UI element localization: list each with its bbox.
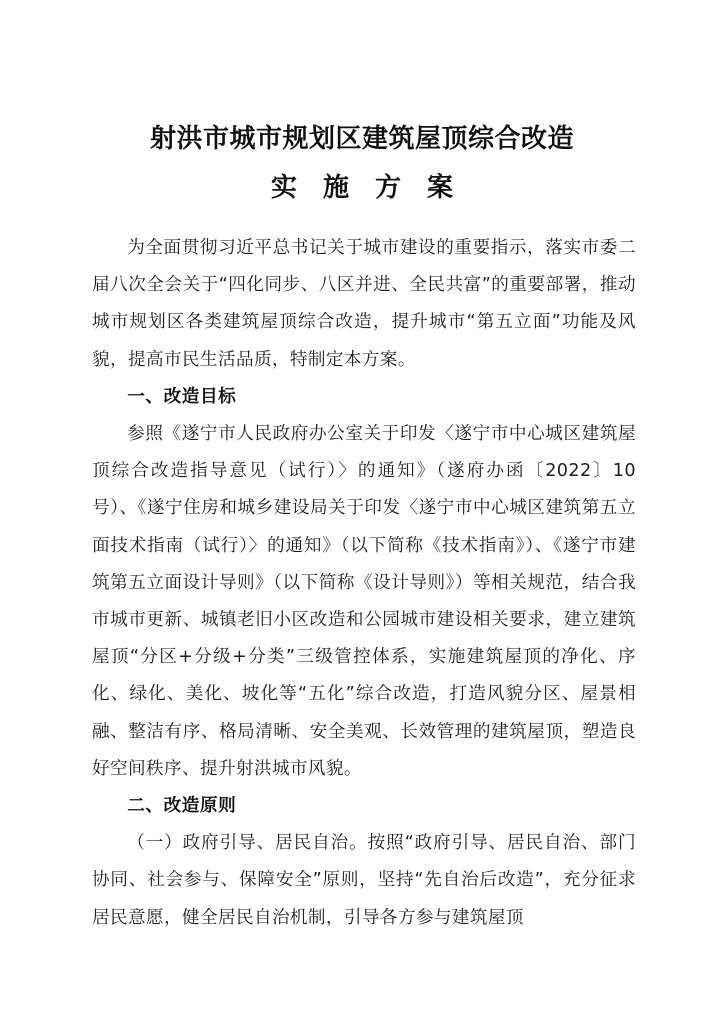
intro-paragraph: 为全面贯彻习近平总书记关于城市建设的重要指示，落实市委二届八次全会关于“四化同步、八区并进、全民共富”的重要部署，推动城市规划区各类建筑屋顶综合改造，提升城市“第五立面”功能及风貌，提高市民生活品质，特制定本方案。	[92, 238, 636, 370]
section-1-heading: 一、改造目标	[127, 386, 237, 407]
section-1-paragraph: 参照《遂宁市人民政府办公室关于印发〈遂宁市中心城区建筑屋顶综合改造指导意见（试行）〉的通知》（遂府办函〔2022〕10号）、《遂宁住房和城乡建设局关于印发〈遂宁市中心城区建筑第五立面技术指南（试行）〉的通知》（以下简称《技术指南》）、《遂宁市建筑第五立面设计导则》（以下简称《设计导则》）等相关规范，结合我市城市更新、城镇老旧小区改造和公园城市建设相关要求，建立建筑屋顶“分区+分级+分类”三级管控体系，实施建筑屋顶的净化、序化、绿化、美化、坡化等“五化”综合改造，打造风貌分区、屋景相融、整洁有序、格局清晰、安全美观、长效管理的建筑屋顶，塑造良好空间秩序、提升射洪城市风貌。	[92, 424, 636, 779]
document-title-line-1: 射洪市城市规划区建筑屋顶综合改造	[149, 124, 574, 154]
document-body	[92, 230, 636, 937]
document-title-line-2: 实施方案	[270, 173, 479, 203]
section-2-heading: 二、改造原则	[127, 796, 237, 817]
section-2-paragraph: （一）政府引导、居民自治。按照“政府引导、居民自治、部门协同、社会参与、保障安全”原则，坚持“先自治后改造”，充分征求居民意愿，健全居民自治机制，引导各方参与建筑屋顶	[92, 833, 636, 928]
